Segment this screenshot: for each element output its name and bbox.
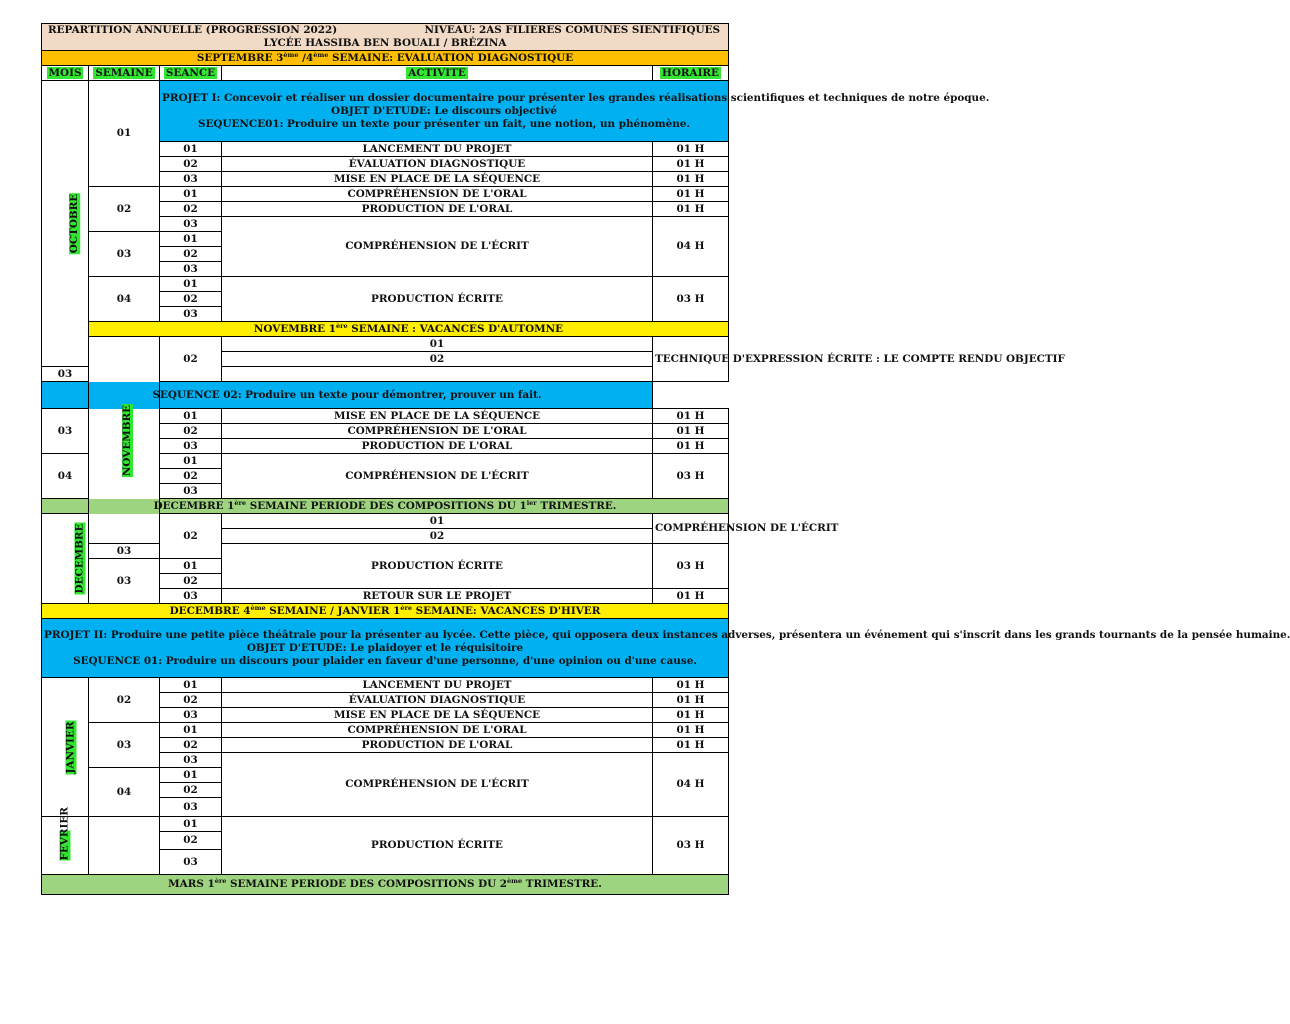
table-cell: 03: [160, 217, 222, 232]
projet-2-sequence: SEQUENCE 01: Produire un discours pour plaider en faveur d'une personne, d'une opinion ou d'une cause.: [73, 654, 697, 667]
col-seance: SEANCE: [160, 66, 222, 81]
table-cell: RETOUR SUR LE PROJET: [222, 589, 653, 604]
table-cell: 03: [160, 172, 222, 187]
col-activite: ACTIVITE: [222, 66, 653, 81]
table-cell: 01: [160, 559, 222, 574]
table-cell: 01 H: [653, 187, 729, 202]
table-row: [42, 723, 729, 738]
table-cell: 01 H: [653, 409, 729, 424]
table-cell: 01 H: [653, 439, 729, 454]
table-cell: TECHNIQUE D'EXPRESSION ÉCRITE : LE COMPTE RENDU OBJECTIF: [653, 337, 729, 382]
month-novembre: NOVEMBRE: [89, 337, 160, 544]
table-cell: COMPRÉHENSION DE L'ÉCRIT: [222, 753, 653, 817]
table-cell: 02: [160, 202, 222, 217]
table-row: [42, 817, 729, 832]
banner-decembre-compositions: DECEMBRE 1ère SEMAINE PERIODE DES COMPOSITIONS DU $1^{ier}$ TRIMESTRE.: [42, 499, 729, 514]
month-decembre: DECEMBRE: [42, 514, 89, 604]
table-cell: COMPRÉHENSION DE L'ÉCRIT: [222, 217, 653, 277]
table-cell: MISE EN PLACE DE LA SÉQUENCE: [222, 172, 653, 187]
week-cell: 03: [42, 409, 89, 454]
week-cell: 02: [160, 337, 222, 382]
projet-1-block: [160, 81, 990, 142]
table-cell: 02: [160, 738, 222, 753]
table-row: [42, 544, 729, 559]
progression-table: [41, 23, 1290, 895]
table-cell: 03: [160, 798, 222, 817]
table-cell: 02: [160, 247, 222, 262]
week-cell: 04: [89, 768, 160, 817]
table-cell: 01: [160, 232, 222, 247]
table-cell: LANCEMENT DU PROJET: [222, 678, 653, 693]
table-row: [42, 337, 729, 352]
table-cell: 01 H: [653, 693, 729, 708]
table-cell: 03 H: [653, 544, 729, 589]
table-cell: 01 H: [653, 172, 729, 187]
table-row: [42, 678, 729, 693]
table-cell: COMPRÉHENSION DE L'ORAL: [222, 723, 653, 738]
month-janvier: JANVIER: [42, 678, 89, 817]
projet-2-objet: OBJET D'ETUDE: Le plaidoyer et le réquisitoire: [246, 641, 524, 654]
table-cell: PRODUCTION DE L'ORAL: [222, 202, 653, 217]
table-cell: 01: [160, 277, 222, 292]
table-cell: 03: [160, 439, 222, 454]
table-cell: 01: [160, 409, 222, 424]
document-header: [42, 24, 729, 51]
table-cell: 03 H: [653, 817, 729, 875]
table-cell: 01 H: [653, 424, 729, 439]
table-cell: PRODUCTION DE L'ORAL: [222, 439, 653, 454]
month-fevrier: FEVRIER: [42, 817, 89, 875]
table-cell: PRODUCTION ÉCRITE: [222, 817, 653, 875]
week-cell: 04: [42, 454, 89, 499]
header-title: REPARTITION ANNUELLE (PROGRESSION 2022): [48, 24, 338, 36]
table-cell: 02: [160, 693, 222, 708]
table-cell: 03: [89, 544, 160, 559]
table-cell: 03: [42, 367, 89, 382]
table-cell: 03: [160, 589, 222, 604]
table-cell: PRODUCTION ÉCRITE: [222, 277, 653, 322]
table-cell: COMPRÉHENSION DE L'ORAL: [222, 187, 653, 202]
table-cell: 02: [222, 529, 653, 544]
projet-2-title: PROJET II: Produire une petite pièce théâtrale pour la présenter au lycée. Cette pièce, qui opposera deux instances adverses, présentera un événement qui s'inscrit dans les grands tournants de la pensée humaine.: [44, 628, 1290, 641]
col-mois: MOIS: [42, 66, 89, 81]
table-cell: COMPRÉHENSION DE L'ORAL: [222, 424, 653, 439]
table-row: [42, 277, 729, 292]
table-cell: 03: [160, 307, 222, 322]
week-cell: [89, 817, 160, 875]
table-cell: 03: [160, 850, 222, 875]
header-school: LYCÉE HASSIBA BEN BOUALI / BRÉZINA: [263, 37, 507, 49]
header-level: NIVEAU: 2AS FILIERES COMUNES SIENTIFIQUES: [424, 24, 720, 36]
week-cell: 02: [89, 187, 160, 232]
table-cell: 03 H: [653, 454, 729, 499]
table-cell: 01: [222, 514, 653, 529]
week-cell: 02: [89, 678, 160, 723]
table-cell: 02: [160, 469, 222, 484]
table-row: [42, 187, 729, 202]
week-cell: 03: [89, 723, 160, 768]
table-cell: 01 H: [653, 678, 729, 693]
table-cell: 01 H: [653, 202, 729, 217]
table-cell: MISE EN PLACE DE LA SÉQUENCE: [222, 708, 653, 723]
projet-1-title: PROJET I: Concevoir et réaliser un dossier documentaire pour présenter les grandes réalisations scientifiques et techniques de notre époque.: [162, 91, 990, 104]
table-cell: 02: [222, 352, 653, 367]
table-cell: 04 H: [653, 217, 729, 277]
table-cell: PRODUCTION ÉCRITE: [222, 544, 653, 589]
table-cell: 01: [160, 678, 222, 693]
table-cell: COMPRÉHENSION DE L'ÉCRIT: [653, 514, 729, 544]
banner-mars-compositions: MARS 1ère SEMAINE PERIODE DES COMPOSITIONS DU 2ème TRIMESTRE.: [42, 875, 729, 895]
table-cell: 01 H: [653, 142, 729, 157]
table-cell: ÉVALUATION DIAGNOSTIQUE: [222, 693, 653, 708]
table-cell: 01: [160, 142, 222, 157]
table-cell: 03 H: [653, 277, 729, 322]
table-cell: 03: [160, 708, 222, 723]
table-cell: 03: [160, 484, 222, 499]
table-cell: 02: [160, 574, 222, 589]
col-semaine: SEMAINE: [89, 66, 160, 81]
banner-novembre: NOVEMBRE 1ère SEMAINE : VACANCES D'AUTOMNE: [89, 322, 729, 337]
table-cell: 01: [160, 454, 222, 469]
week-cell: 01: [89, 81, 160, 187]
table-cell: 03: [160, 753, 222, 768]
table-cell: 04 H: [653, 753, 729, 817]
table-cell: PRODUCTION DE L'ORAL: [222, 738, 653, 753]
table-cell: 02: [160, 424, 222, 439]
table-cell: 02: [160, 783, 222, 798]
banner-vacances-hiver: DECEMBRE 4ème SEMAINE / JANVIER 1ère SEMAINE: VACANCES D'HIVER: [42, 604, 729, 619]
week-cell: 03: [89, 232, 160, 277]
table-cell: 01 H: [653, 157, 729, 172]
table-cell: 01: [160, 723, 222, 738]
table-cell: 02: [160, 157, 222, 172]
sequence-02-banner: SEQUENCE 02: Produire un texte pour démontrer, prouver un fait.: [42, 382, 653, 409]
table-cell: 02: [160, 832, 222, 850]
table-cell: 01: [222, 337, 653, 352]
table-cell: ÉVALUATION DIAGNOSTIQUE: [222, 157, 653, 172]
table-cell: 01 H: [653, 738, 729, 753]
table-cell: 01 H: [653, 589, 729, 604]
col-horaire: HORAIRE: [653, 66, 729, 81]
table-cell: 01 H: [653, 723, 729, 738]
table-cell: 02: [160, 292, 222, 307]
projet-2-block: [42, 619, 1290, 678]
banner-septembre: SEPTEMBRE 3ème /4ème SEMAINE: EVALUATION DIAGNOSTIQUE: [42, 51, 729, 66]
projet-1-objet: OBJET D'ETUDE: Le discours objectivé: [331, 104, 557, 117]
table-cell: COMPRÉHENSION DE L'ÉCRIT: [222, 454, 653, 499]
table-cell: 01: [160, 187, 222, 202]
projet-1-sequence: SEQUENCE01: Produire un texte pour présenter un fait, une notion, un phénomène.: [197, 117, 691, 130]
table-cell: 01 H: [653, 708, 729, 723]
month-octobre: OCTOBRE: [42, 81, 89, 367]
week-cell: 04: [89, 277, 160, 322]
table-cell: 01: [160, 768, 222, 783]
table-cell: 01: [160, 817, 222, 832]
table-cell: 03: [160, 262, 222, 277]
table-cell: MISE EN PLACE DE LA SÉQUENCE: [222, 409, 653, 424]
table-cell: LANCEMENT DU PROJET: [222, 142, 653, 157]
week-cell: 02: [160, 514, 222, 559]
week-cell: 03: [89, 559, 160, 604]
